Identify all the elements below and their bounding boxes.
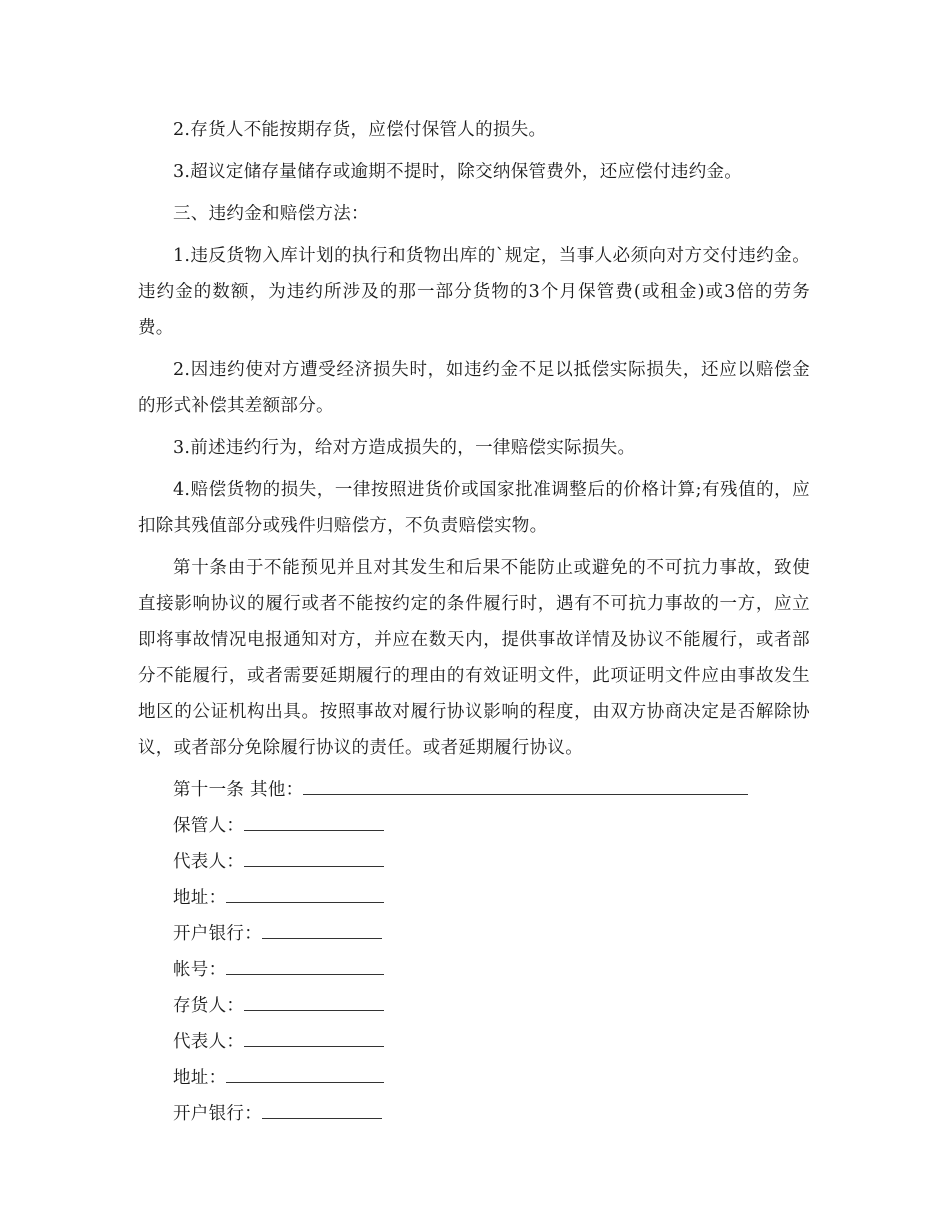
field-custodian-rep <box>138 844 810 880</box>
paragraph-penalty-3: 3.前述违约行为，给对方造成损失的，一律赔偿实际损失。 <box>173 438 636 458</box>
field-custodian-address-label: 地址： <box>173 888 227 908</box>
field-other-label: 第十一条 其他： <box>173 780 304 800</box>
blank-line-depositor-bank <box>262 1098 382 1119</box>
section-heading-penalty: 三、违约金和赔偿方法： <box>173 204 369 224</box>
field-depositor-address-label: 地址： <box>173 1068 227 1088</box>
blank-line-depositor-rep <box>244 1026 384 1047</box>
field-custodian-label: 保管人： <box>173 816 245 836</box>
paragraph-penalty-4: 4.赔偿货物的损失，一律按照进货价或国家批准调整后的价格计算;有残值的，应扣除其残值部分或残件归赔偿方，不负责赔偿实物。 <box>138 480 810 536</box>
document-page <box>138 112 810 1132</box>
blank-line-custodian-bank <box>262 918 382 939</box>
field-custodian-account-label: 帐号： <box>173 960 227 980</box>
field-custodian-address <box>138 880 810 916</box>
paragraph-clause-3: 3.超议定储存量储存或逾期不提时，除交纳保管费外，还应偿付违约金。 <box>173 162 743 182</box>
field-custodian-rep-label: 代表人： <box>173 852 245 872</box>
field-depositor-address <box>138 1060 810 1096</box>
blank-line-other <box>303 774 748 795</box>
paragraph-penalty-2: 2.因违约使对方遭受经济损失时，如违约金不足以抵偿实际损失，还应以赔偿金的形式补偿其差额部分。 <box>138 360 810 416</box>
blank-line-custodian-address <box>226 882 384 903</box>
field-depositor-bank-label: 开户银行： <box>173 1104 262 1124</box>
field-custodian-bank-label: 开户银行： <box>173 924 262 944</box>
paragraph-article-10: 第十条由于不能预见并且对其发生和后果不能防止或避免的不可抗力事故，致使直接影响协议的履行或者不能按约定的条件履行时，遇有不可抗力事故的一方，应立即将事故情况电报通知对方，并应在数天内，提供事故详情及协议不能履行，或者部分不能履行，或者需要延期履行的理由的有效证明文件，此项证明文件应由事故发生地区的公证机构出具。按照事故对履行协议影响的程度，由双方协商决定是否解除协议，或者部分免除履行协议的责任。或者延期履行协议。 <box>138 558 810 758</box>
field-depositor-rep-label: 代表人： <box>173 1032 245 1052</box>
field-depositor-label: 存货人： <box>173 996 245 1016</box>
field-custodian <box>138 808 810 844</box>
field-custodian-bank <box>138 916 810 952</box>
blank-line-depositor <box>244 990 384 1011</box>
blank-line-custodian <box>244 810 384 831</box>
blank-line-custodian-rep <box>244 846 384 867</box>
field-other <box>138 772 810 808</box>
field-depositor-rep <box>138 1024 810 1060</box>
blank-line-custodian-account <box>226 954 384 975</box>
field-depositor <box>138 988 810 1024</box>
field-custodian-account <box>138 952 810 988</box>
paragraph-penalty-1: 1.违反货物入库计划的执行和货物出库的`规定，当事人必须向对方交付违约金。违约金的数额，为违约所涉及的那一部分货物的3个月保管费(或租金)或3倍的劳务费。 <box>138 246 810 338</box>
paragraph-clause-2: 2.存货人不能按期存货，应偿付保管人的损失。 <box>173 120 547 140</box>
blank-line-depositor-address <box>226 1062 384 1083</box>
field-depositor-bank <box>138 1096 810 1132</box>
